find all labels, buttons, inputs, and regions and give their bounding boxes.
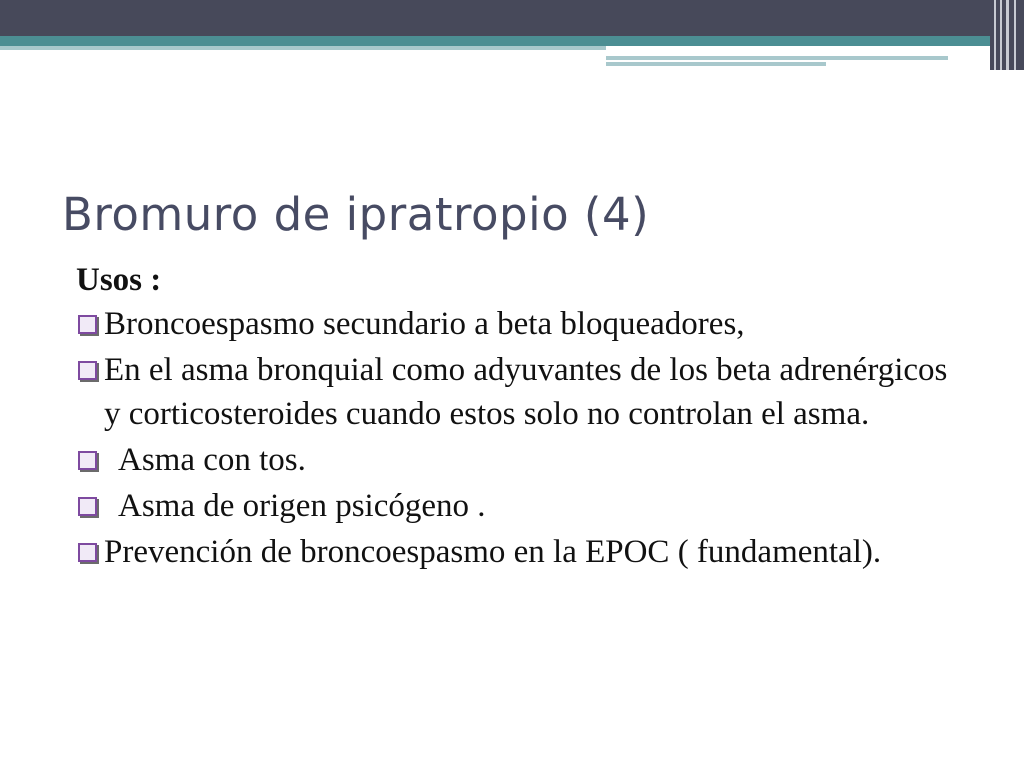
list-item-text: En el asma bronquial como adyuvantes de los beta adrenérgicos y corticosteroides cuando estos solo no controlan el asma.: [104, 352, 948, 432]
list-item-text: Broncoespasmo secundario a beta bloqueadores,: [104, 306, 745, 342]
list-item: [76, 302, 956, 346]
slide-title: Bromuro de ipratropio (4): [62, 188, 650, 242]
checkbox-square-icon: [78, 361, 97, 380]
slide-body: [76, 258, 956, 576]
list-item-text: Asma con tos.: [118, 442, 306, 478]
checkbox-square-icon: [78, 497, 97, 516]
section-heading: Usos :: [76, 262, 162, 298]
header-stripes: [990, 0, 1024, 70]
list-item-text: Prevención de broncoespasmo en la EPOC ( fundamental).: [104, 534, 882, 570]
checkbox-square-icon: [78, 543, 97, 562]
header-light-bar: [0, 46, 608, 50]
list-item: [76, 530, 956, 574]
checkbox-square-icon: [78, 315, 97, 334]
accent-line: [606, 62, 826, 66]
list-item: [76, 348, 956, 436]
accent-line: [606, 56, 948, 60]
list-item-text: Asma de origen psicógeno .: [118, 488, 486, 524]
header-dark-bar: [0, 0, 1024, 36]
list-item: [76, 484, 956, 528]
header-lower-lines: [606, 46, 1024, 70]
header-teal-bar: [0, 36, 1024, 46]
checkbox-square-icon: [78, 451, 97, 470]
list-item: [76, 438, 956, 482]
